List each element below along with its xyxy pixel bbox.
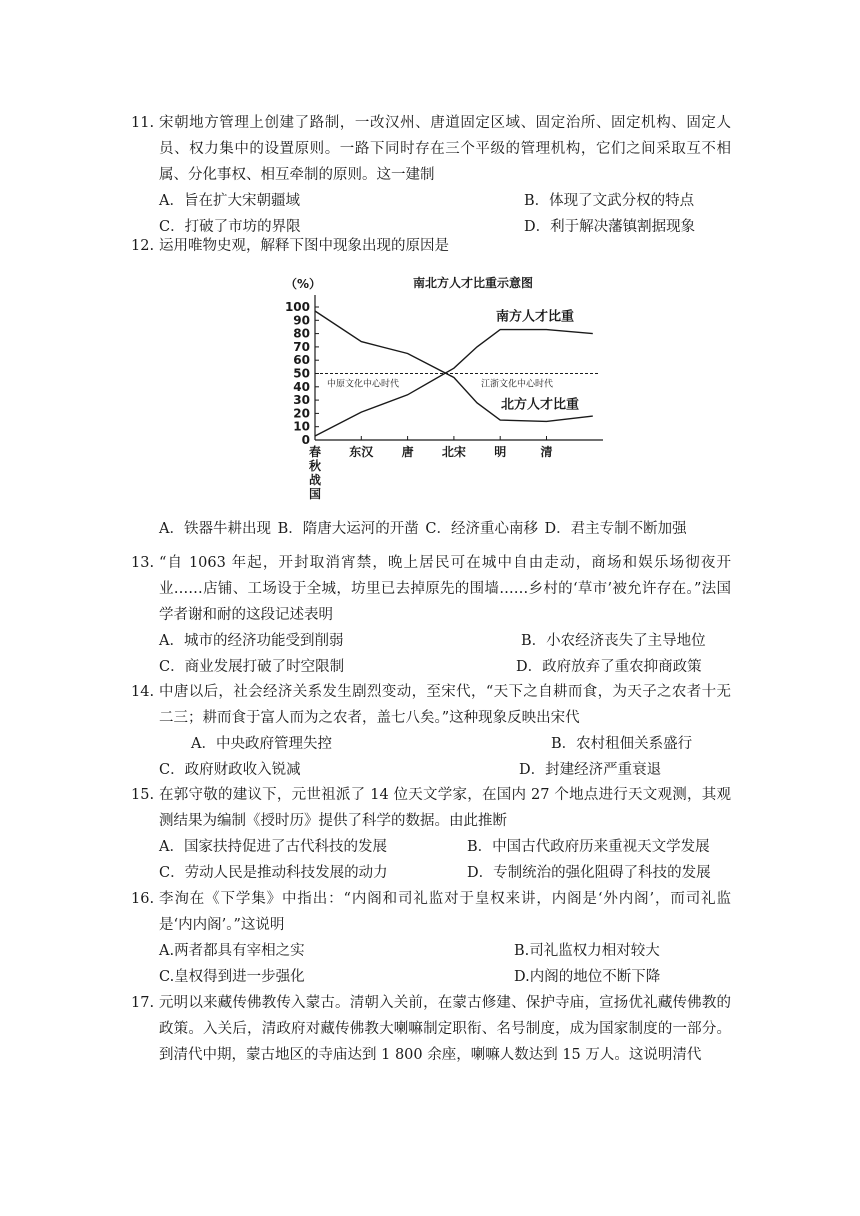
y-tick-label: 90: [293, 313, 310, 328]
option-c[interactable]: C．政府财政收入锐减: [159, 762, 301, 778]
talent-ratio-chart: [283, 272, 623, 507]
y-tick-label: 70: [293, 339, 310, 354]
x-tick-label: 清: [540, 445, 553, 459]
option-d[interactable]: D.内阁的地位不断下降: [514, 969, 661, 985]
question-number: 12.: [131, 238, 155, 254]
y-tick-label: 40: [293, 379, 310, 394]
option-a[interactable]: A．城市的经济功能受到削弱: [159, 633, 344, 649]
option-row: [131, 860, 731, 886]
x-tick-label: 北宋: [441, 445, 466, 459]
question-text: 在郭守敬的建议下，元世祖派了 14 位天文学家，在国内 27 个地点进行天文观测，其观测结果为编制《授时历》提供了科学的数据。由此推断: [159, 787, 731, 829]
north-series-label: 北方人才比重: [501, 397, 580, 413]
option-d[interactable]: D．政府放弃了重农抑商政策: [516, 659, 702, 675]
south-series-label: 南方人才比重: [496, 309, 575, 325]
question-16: [131, 886, 731, 990]
option-a[interactable]: A.两者都具有宰相之实: [159, 943, 305, 959]
question-17: [131, 990, 731, 1068]
option-c[interactable]: C．劳动人民是推动科技发展的动力: [159, 865, 388, 881]
question-text: 宋朝地方管理上创建了路制，一改汉州、唐道固定区域、固定治所、固定机构、固定人员、权力集中的设置原则。一路下同时存在三个平级的管理机构，它们之间采取互不相属、分化事权、相互牵制的原则。这一建制: [159, 115, 731, 183]
option-b[interactable]: B．中国古代政府历来重视天文学发展: [467, 839, 710, 855]
q12-options[interactable]: A．铁器牛耕出现 B．隋唐大运河的开凿 C．经济重心南移 D．君主专制不断加强: [159, 521, 687, 537]
question-13: [131, 550, 731, 680]
question-12: [131, 233, 731, 259]
option-row: [131, 757, 731, 783]
chart-title: 南北方人才比重示意图: [412, 276, 534, 290]
option-c[interactable]: C.皇权得到进一步强化: [159, 969, 305, 985]
y-tick-label: 10: [293, 419, 310, 434]
question-14: [131, 679, 731, 783]
question-number: 15.: [131, 787, 155, 803]
question-number: 16.: [131, 891, 155, 907]
question-11: [131, 110, 731, 240]
y-tick-label: 20: [293, 406, 310, 421]
option-row: [131, 188, 731, 214]
y-tick-label: 80: [293, 326, 310, 341]
option-row: [131, 731, 731, 757]
question-text: 中唐以后，社会经济关系发生剧烈变动，至宋代，“天下之自耕而食，为天子之农者十无二三；耕而食于富人而为之农者，盖七八矣。”这种现象反映出宋代: [159, 684, 731, 726]
option-a[interactable]: A．旨在扩大宋朝疆域: [159, 193, 300, 209]
option-a[interactable]: A．中央政府管理失控: [191, 736, 332, 752]
question-number: 17.: [131, 995, 155, 1011]
option-a[interactable]: A．国家扶持促进了古代科技的发展: [159, 839, 387, 855]
question-number: 13.: [131, 555, 155, 571]
y-tick-label: 100: [284, 300, 310, 314]
option-c[interactable]: C．打破了市坊的界限: [159, 219, 301, 235]
y-tick-label: 50: [293, 366, 310, 381]
option-b[interactable]: B．小农经济丧失了主导地位: [521, 633, 706, 649]
x-tick-label: 唐: [401, 445, 414, 459]
option-b[interactable]: B．农村租佃关系盛行: [551, 736, 693, 752]
option-row: [131, 654, 731, 680]
option-row: [131, 834, 731, 860]
question-text: 元明以来藏传佛教传入蒙古。清朝入关前，在蒙古修建、保护寺庙，宣扬优礼藏传佛教的政策。入关后，清政府对藏传佛教大喇嘛制定职衔、名号制度，成为国家制度的一部分。到清代中期，蒙古地区的寺庙达到 1 800 余座，喇嘛人数达到 15 万人。这说明清代: [159, 995, 731, 1063]
x-tick-label: 春秋战国: [308, 445, 322, 501]
question-15: [131, 782, 731, 886]
option-row: [131, 938, 731, 964]
option-d[interactable]: D．专制统治的强化阻碍了科技的发展: [467, 865, 711, 881]
x-tick-label: 东汉: [349, 445, 374, 459]
reference-left-label: 中原文化中心时代: [327, 379, 400, 390]
option-d[interactable]: D．封建经济严重衰退: [519, 762, 662, 778]
x-tick-label: 明: [494, 445, 507, 459]
reference-right-label: 江浙文化中心时代: [481, 379, 554, 390]
y-tick-label: 30: [293, 393, 310, 408]
y-tick-label: 60: [293, 353, 310, 368]
question-number: 14.: [131, 684, 155, 700]
question-number: 11.: [131, 115, 155, 131]
option-d[interactable]: D．利于解决藩镇割据现象: [524, 219, 696, 235]
option-row: [131, 964, 731, 990]
question-text: 李洵在《下学集》中指出：“内阁和司礼监对于皇权来讲，内阁是‘外内阁’，而司礼监是‘内内阁’。”这说明: [159, 891, 731, 933]
question-text: 运用唯物史观，解释下图中现象出现的原因是: [159, 238, 449, 254]
option-row: [131, 628, 731, 654]
question-text: “自 1063 年起，开封取消宵禁，晚上居民可在城中自由走动，商场和娱乐场彻夜开业……店铺、工场设于全城，坊里已去掉原先的围墙……乡村的‘草市’被允许存在。”法国学者谢和耐的这段记述表明: [159, 555, 731, 623]
option-c[interactable]: C．商业发展打破了时空限制: [159, 659, 345, 675]
option-b[interactable]: B．体现了文武分权的特点: [524, 193, 695, 209]
y-unit-label: （%）: [285, 277, 322, 291]
option-b[interactable]: B.司礼监权力相对较大: [514, 943, 660, 959]
y-tick-label: 0: [301, 433, 310, 447]
